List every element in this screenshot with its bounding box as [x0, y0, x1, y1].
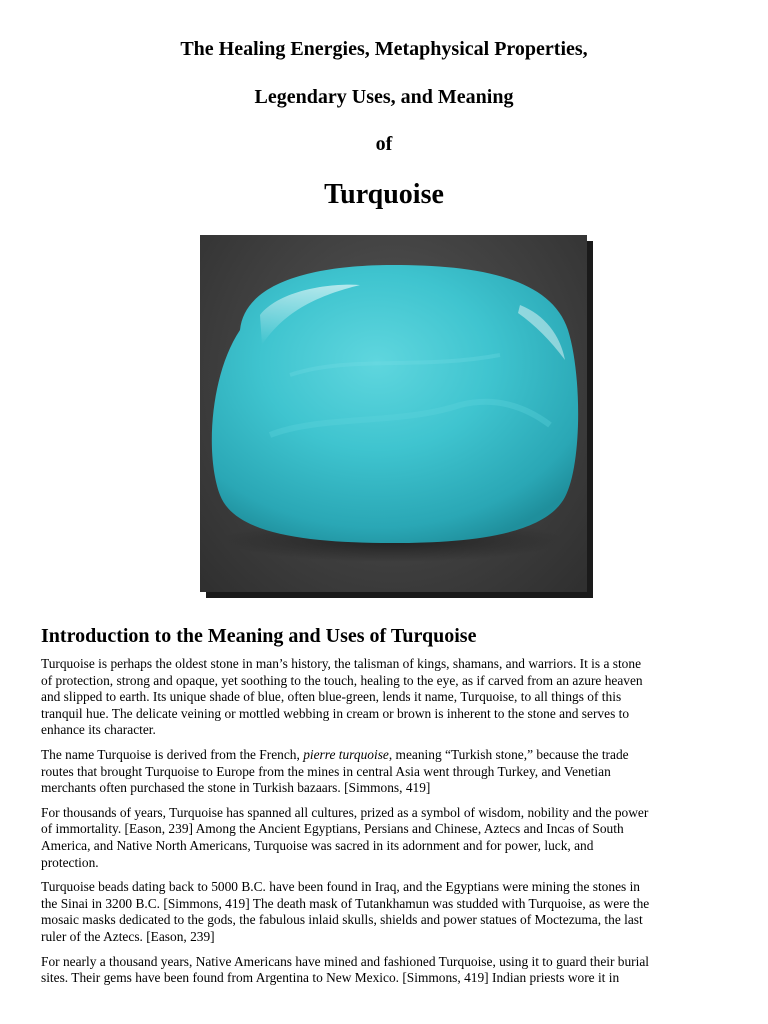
italic-phrase: pierre turquoise: [303, 746, 389, 762]
paragraph-line: mosaic masks dedicated to the gods, the fabulous inlaid skulls, shields and power statues of Moctezuma, the last: [41, 912, 643, 928]
paragraph-line: For thousands of years, Turquoise has spanned all cultures, prized as a symbol of wisdom, nobility and the power: [41, 804, 649, 820]
paragraph-line: [41, 747, 747, 764]
turquoise-stone-illustration: [200, 235, 587, 592]
title-line-1: The Healing Energies, Metaphysical Properties,: [180, 38, 588, 60]
paragraph-line: For nearly a thousand years, Native Americans have mined and fashioned Turquoise, using it to guard their burial: [41, 953, 650, 969]
paragraph-line: ruler of the Aztecs. [Eason, 239]: [41, 928, 215, 944]
turquoise-stone-photo: [200, 235, 587, 592]
paragraph-2: [41, 747, 747, 797]
paragraph-1: [41, 656, 747, 739]
paragraph-line: routes that brought Turquoise to Europe from the mines in central Asia went through Turkey, and Venetian: [41, 763, 611, 779]
paragraph-5: [41, 954, 747, 987]
paragraph-line: Turquoise beads dating back to 5000 B.C. have been found in Iraq, and the Egyptians were mining the stones in: [41, 879, 640, 895]
paragraph-line: of protection, strong and opaque, yet soothing to the touch, healing to the eye, as if carved from an azure heaven: [41, 672, 643, 688]
text-run: The name Turquoise is derived from the French,: [41, 746, 304, 762]
paragraph-line: enhance its character.: [41, 722, 156, 738]
paragraph-line: sites. Their gems have been found from Argentina to New Mexico. [Simmons, 419] Indian priests wore it in: [41, 970, 620, 986]
page-title-turquoise: Turquoise: [324, 179, 444, 210]
paragraph-line: the Sinai in 3200 B.C. [Simmons, 419] The death mask of Tutankhamun was studded with Turquoise, as were the: [41, 895, 650, 911]
section-heading: Introduction to the Meaning and Uses of Turquoise: [41, 625, 477, 647]
paragraph-3: [41, 805, 747, 871]
title-line-3: of: [375, 133, 393, 155]
paragraph-line: protection.: [41, 854, 99, 870]
title-line-2: Legendary Uses, and Meaning: [254, 86, 514, 108]
paragraph-line: and slipped to earth. Its unique shade of blue, often blue-green, lends it name, Turquoise, to all things of this: [41, 689, 622, 705]
paragraph-line: America, and Native North Americans, Turquoise was sacred in its adornment and for power, luck, and: [41, 837, 594, 853]
body-text: [41, 656, 747, 995]
paragraph-line: Turquoise is perhaps the oldest stone in man’s history, the talisman of kings, shamans, and warriors. It is a stone: [41, 656, 642, 671]
paragraph-4: [41, 879, 747, 945]
paragraph-line: tranquil hue. The delicate veining or mottled webbing in cream or brown is inherent to the stone and serves to: [41, 705, 630, 721]
paragraph-line: of immortality. [Eason, 239] Among the Ancient Egyptians, Persians and Chinese, Aztecs and Incas of South: [41, 821, 624, 837]
text-run: , meaning “Turkish stone,” because the trade: [388, 746, 629, 762]
paragraph-line: merchants often purchased the stone in Turkish bazaars. [Simmons, 419]: [41, 780, 431, 796]
